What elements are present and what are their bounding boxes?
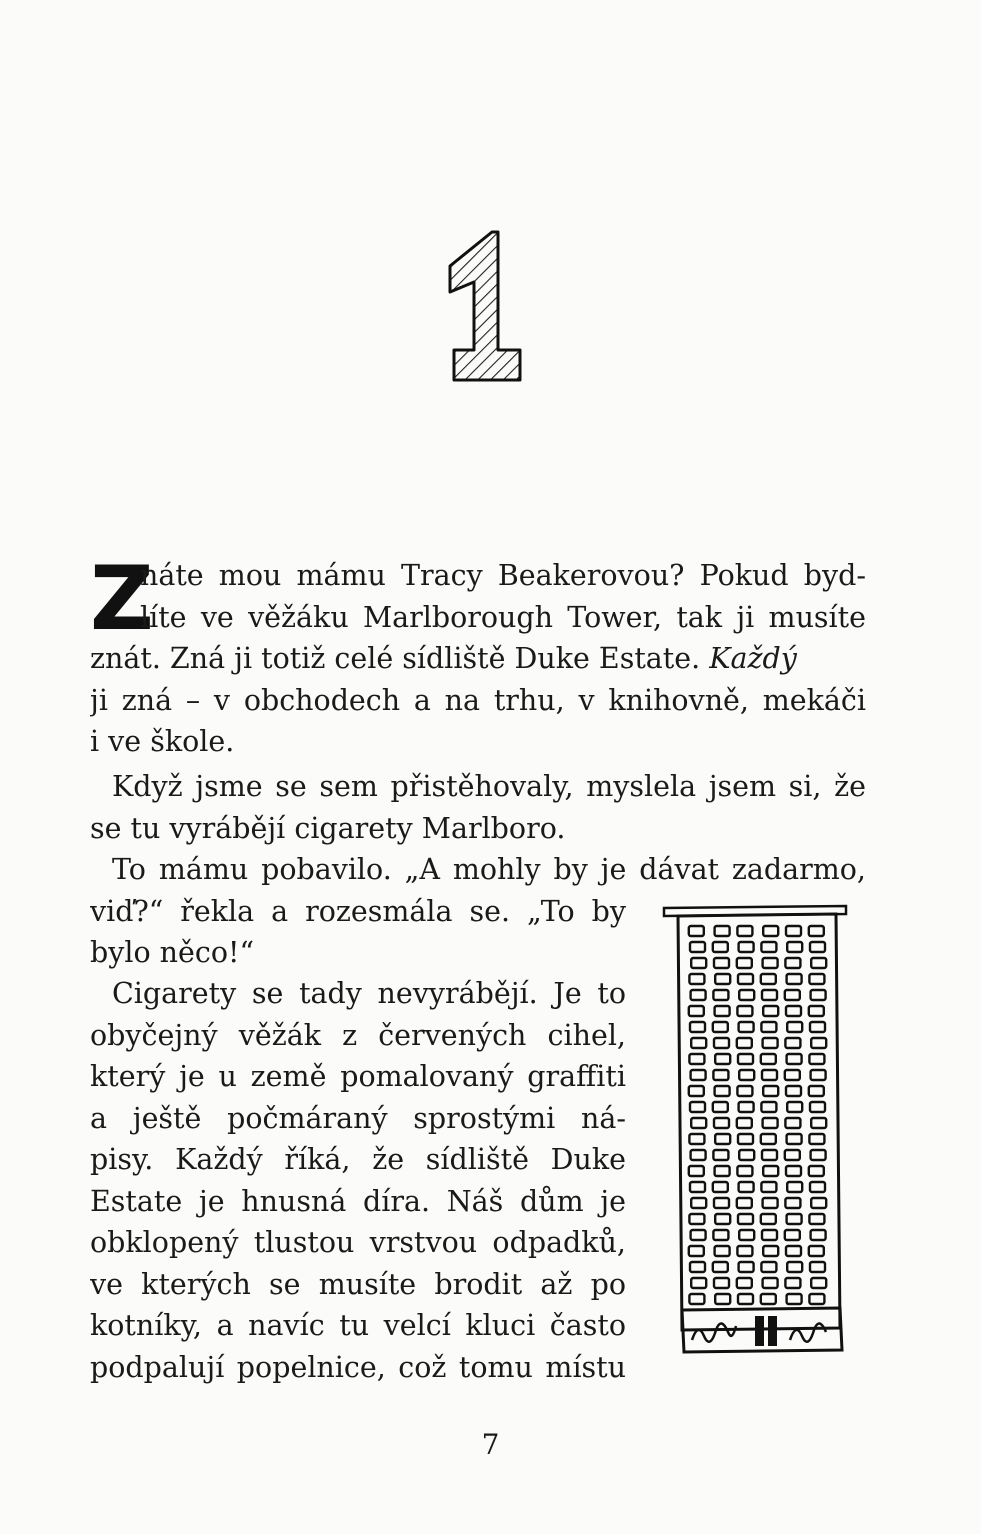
tower-window — [809, 1294, 824, 1304]
tower-window — [739, 1150, 754, 1160]
tower-window — [811, 958, 826, 968]
tower-window — [739, 1022, 754, 1032]
tower-window — [691, 958, 706, 968]
paragraph-2 — [90, 766, 866, 849]
tower-window — [785, 1230, 800, 1240]
tower-window — [715, 1134, 730, 1144]
tower-window — [691, 1038, 706, 1048]
tower-window — [713, 1262, 728, 1272]
tower-window — [809, 1054, 824, 1064]
tower-window — [713, 1182, 728, 1192]
tower-window — [786, 1246, 801, 1256]
tower-window — [761, 1214, 776, 1224]
tower-window — [763, 1166, 778, 1176]
text-line: Když jsme se sem přistěhovaly, myslela jsem si, že — [112, 770, 866, 803]
text-segment: znát. Zná ji totiž celé sídliště Duke Estate. — [90, 642, 710, 675]
tower-window — [763, 1118, 778, 1128]
tower-window — [691, 1118, 706, 1128]
tower-window — [738, 1294, 753, 1304]
tower-window — [761, 1054, 776, 1064]
text-line: kotníky, a navíc tu velcí kluci často — [90, 1309, 626, 1342]
tower-window — [691, 1150, 706, 1160]
tower-window — [690, 1262, 705, 1272]
text-line: Cigarety se tady nevyrábějí. Je to — [112, 977, 626, 1010]
tower-window — [761, 1022, 776, 1032]
tower-window — [786, 926, 801, 936]
tower-window — [787, 1262, 802, 1272]
tower-window — [761, 1294, 776, 1304]
tower-window — [810, 1182, 825, 1192]
text-line: ve kterých se musíte brodit až po — [90, 1267, 626, 1301]
tower-window — [809, 1214, 824, 1224]
page-number: 7 — [481, 1428, 500, 1461]
tower-window — [785, 1278, 800, 1288]
tower-window — [713, 1102, 728, 1112]
tower-window — [738, 1134, 753, 1144]
tower-window — [786, 1086, 801, 1096]
tower-window — [810, 1262, 825, 1272]
tower-window — [737, 1038, 752, 1048]
tower-window — [737, 1246, 752, 1256]
tower-window — [786, 1166, 801, 1176]
tower-window — [689, 1294, 704, 1304]
tower-window — [713, 1070, 728, 1080]
tower-window — [690, 1182, 705, 1192]
tower-window — [787, 1214, 802, 1224]
text-line — [90, 638, 866, 680]
tower-window — [714, 1038, 729, 1048]
tower-window — [787, 1102, 802, 1112]
tower-window — [739, 1262, 754, 1272]
tower-window — [690, 942, 705, 952]
tower-window — [713, 990, 728, 1000]
tower-window — [809, 926, 824, 936]
text-line: líte ve věžáku Marlborough Tower, tak ji musíte — [140, 600, 866, 634]
tower-window — [787, 1182, 802, 1192]
tower-window — [810, 1102, 825, 1112]
tower-window — [809, 1086, 824, 1096]
tower-window — [737, 1086, 752, 1096]
tower-window — [715, 1054, 730, 1064]
tower-window — [737, 958, 752, 968]
tower-window — [763, 1086, 778, 1096]
tower-window — [785, 1198, 800, 1208]
tower-window — [715, 1166, 730, 1176]
tower-window — [738, 1054, 753, 1064]
tower-window — [691, 1230, 706, 1240]
text-line: obyčejný věžák z červených cihel, — [90, 1018, 626, 1052]
tower-window — [689, 1054, 704, 1064]
text-line: a ještě počmáraný sprostými ná- — [90, 1101, 626, 1135]
text-line: bylo něco!“ — [90, 936, 255, 969]
tower-window — [739, 942, 754, 952]
tower-window — [809, 1166, 824, 1176]
tower-window — [715, 1294, 730, 1304]
tower-window — [787, 1134, 802, 1144]
text-line: Estate je hnusná díra. Náš dům je — [90, 1184, 626, 1218]
paragraph-1 — [90, 547, 866, 763]
tower-window — [689, 974, 704, 984]
tower-window — [737, 1118, 752, 1128]
tower-window — [714, 1118, 729, 1128]
tower-window — [714, 1198, 729, 1208]
tower-window — [738, 1214, 753, 1224]
tower-window — [739, 1182, 754, 1192]
tower-window — [689, 1166, 704, 1176]
tower-window — [809, 1006, 824, 1016]
tower-window — [763, 1038, 778, 1048]
tower-window — [739, 1070, 754, 1080]
tower-window — [761, 1262, 776, 1272]
tower-window — [715, 926, 730, 936]
tower-window — [715, 1006, 730, 1016]
tower-window — [737, 1278, 752, 1288]
text-line: se tu vyrábějí cigarety Marlboro. — [90, 811, 566, 845]
tower-window — [787, 1054, 802, 1064]
tower-window — [739, 990, 754, 1000]
tower-window — [763, 1246, 778, 1256]
tower-window — [809, 1134, 824, 1144]
tower-window — [761, 1134, 776, 1144]
tower-window — [785, 958, 800, 968]
tower-window — [689, 1086, 704, 1096]
text-line: podpalují popelnice, což tomu místu — [90, 1350, 626, 1384]
text-line: který je u země pomalovaný graffiti — [90, 1060, 626, 1093]
tower-window — [787, 942, 802, 952]
chapter-number-illustration — [440, 226, 532, 386]
tower-window — [737, 1166, 752, 1176]
tower-window — [763, 926, 778, 936]
tower-window — [785, 1070, 800, 1080]
tower-window — [786, 1006, 801, 1016]
tower-window — [714, 958, 729, 968]
tower-window — [811, 990, 826, 1000]
tower-window — [785, 1150, 800, 1160]
text-line: ji zná – v obchodech a na trhu, v knihovně, mekáči — [90, 683, 866, 717]
tower-window — [689, 1214, 704, 1224]
tower-window — [811, 1278, 826, 1288]
tower-window — [739, 1230, 754, 1240]
text-line: pisy. Každý říká, že sídliště Duke — [90, 1143, 626, 1176]
tower-window — [810, 942, 825, 952]
tower-window — [763, 1198, 778, 1208]
tower-window — [691, 1070, 706, 1080]
tower-window — [761, 974, 776, 984]
tower-window — [787, 1022, 802, 1032]
tower-window — [713, 942, 728, 952]
tower-window — [810, 1022, 825, 1032]
text-line: To mámu pobavilo. „A mohly by je dávat zadarmo, — [112, 853, 866, 886]
tower-window — [713, 1150, 728, 1160]
tower-window — [809, 974, 824, 984]
tower-window — [762, 1150, 777, 1160]
tower-window — [715, 974, 730, 984]
tower-window — [689, 1246, 704, 1256]
tower-window — [762, 1230, 777, 1240]
tower-window — [785, 990, 800, 1000]
tower-window — [763, 1278, 778, 1288]
tower-window — [763, 958, 778, 968]
tower-window — [811, 1038, 826, 1048]
tower-window — [811, 1150, 826, 1160]
tower-window — [690, 1022, 705, 1032]
tower-window — [737, 926, 752, 936]
tower-window — [811, 1070, 826, 1080]
tower-window — [761, 1102, 776, 1112]
tower-window — [689, 926, 704, 936]
tower-window — [689, 1006, 704, 1016]
tower-window — [785, 1038, 800, 1048]
tower-window — [761, 942, 776, 952]
text-line: náte mou mámu Tracy Beakerovou? Pokud byd- — [140, 559, 866, 592]
tower-window — [811, 1230, 826, 1240]
tower-window — [713, 1230, 728, 1240]
tower-window — [811, 1118, 826, 1128]
tower-block-illustration — [660, 900, 850, 1370]
tower-window — [714, 1278, 729, 1288]
tower-window — [761, 1182, 776, 1192]
tower-window — [809, 1246, 824, 1256]
tower-window — [691, 1198, 706, 1208]
tower-window — [737, 1198, 752, 1208]
tower-window — [762, 1070, 777, 1080]
drop-cap: Z — [90, 547, 154, 650]
tower-window — [737, 1006, 752, 1016]
tower-window — [763, 1006, 778, 1016]
tower-window — [691, 1278, 706, 1288]
tower-window — [691, 990, 706, 1000]
tower-window — [811, 1198, 826, 1208]
emphasis-text: Každý — [709, 642, 797, 675]
text-line: viď?“ řekla a rozesmála se. „To by — [90, 894, 626, 928]
tower-window — [739, 1102, 754, 1112]
tower-window — [787, 974, 802, 984]
tower-window — [715, 1246, 730, 1256]
tower-window — [785, 1118, 800, 1128]
tower-window — [715, 1086, 730, 1096]
text-line: obklopený tlustou vrstvou odpadků, — [90, 1226, 626, 1259]
tower-window — [715, 1214, 730, 1224]
tower-window — [689, 1134, 704, 1144]
tower-window — [690, 1102, 705, 1112]
tower-window — [738, 974, 753, 984]
tower-window — [762, 990, 777, 1000]
tower-window — [787, 1294, 802, 1304]
text-line: i ve škole. — [90, 725, 235, 758]
tower-window — [713, 1022, 728, 1032]
